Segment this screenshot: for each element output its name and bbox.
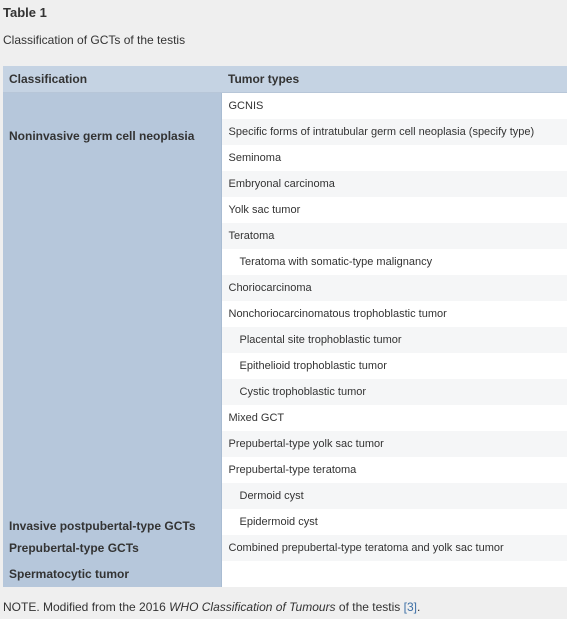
tumor-type-cell: Dermoid cyst: [221, 483, 567, 509]
tumor-type-cell: Specific forms of intratubular germ cell neoplasia (specify type): [221, 119, 567, 145]
table-caption: [0, 0, 567, 66]
note-middle: of the testis: [335, 600, 404, 614]
classification-cell: Prepubertal-type GCTs: [3, 535, 221, 561]
table-header-row: [3, 66, 567, 93]
table-body: [3, 93, 567, 588]
reference-link[interactable]: [3]: [403, 600, 417, 614]
tumor-type-cell: GCNIS: [221, 93, 567, 120]
table-title: Classification of GCTs of the testis: [3, 33, 186, 47]
classification-cell: Invasive postpubertal-type GCTs: [3, 145, 221, 535]
table-row: [3, 93, 567, 120]
classification-table: [3, 66, 567, 587]
table-footnote: [3, 600, 420, 614]
tumor-type-cell: Combined prepubertal-type teratoma and yolk sac tumor: [221, 535, 567, 561]
tumor-type-cell: Epithelioid trophoblastic tumor: [221, 353, 567, 379]
table-row: [3, 561, 567, 587]
tumor-type-cell: Embryonal carcinoma: [221, 171, 567, 197]
table-row: [3, 145, 567, 171]
note-italic-title: WHO Classification of Tumours: [169, 600, 336, 614]
note-prefix: NOTE. Modified from the 2016: [3, 600, 170, 614]
tumor-type-cell: Teratoma with somatic-type malignancy: [221, 249, 567, 275]
table-row: [3, 535, 567, 561]
tumor-type-cell: Yolk sac tumor: [221, 197, 567, 223]
note-suffix: .: [416, 600, 421, 614]
tumor-type-cell: Prepubertal-type teratoma: [221, 457, 567, 483]
tumor-type-cell: Choriocarcinoma: [221, 275, 567, 301]
classification-cell: Spermatocytic tumor: [3, 561, 221, 587]
tumor-type-cell: Epidermoid cyst: [221, 509, 567, 535]
tumor-type-cell: [221, 561, 567, 587]
tumor-type-cell: Placental site trophoblastic tumor: [221, 327, 567, 353]
tumor-type-cell: Cystic trophoblastic tumor: [221, 379, 567, 405]
column-header-classification: Classification: [3, 66, 221, 93]
tumor-type-cell: Prepubertal-type yolk sac tumor: [221, 431, 567, 457]
classification-cell: Noninvasive germ cell neoplasia: [3, 93, 221, 146]
column-header-tumor-types: Tumor types: [221, 66, 567, 93]
tumor-type-cell: Seminoma: [221, 145, 567, 171]
table-label: Table 1: [3, 5, 47, 20]
tumor-type-cell: Nonchoriocarcinomatous trophoblastic tumor: [221, 301, 567, 327]
tumor-type-cell: Teratoma: [221, 223, 567, 249]
tumor-type-cell: Mixed GCT: [221, 405, 567, 431]
